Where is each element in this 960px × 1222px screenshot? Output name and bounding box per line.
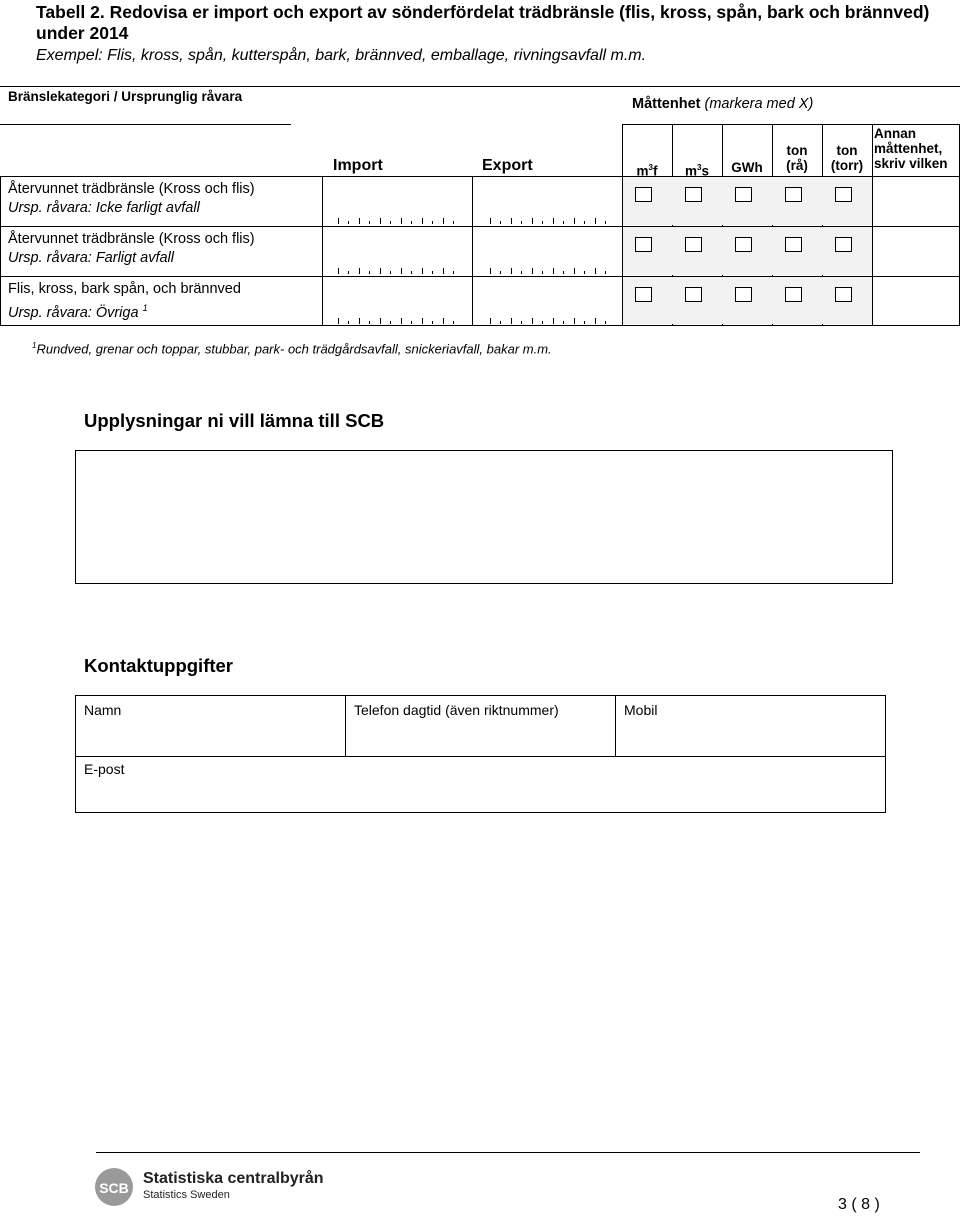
- page-number: 3 ( 8 ): [838, 1196, 880, 1213]
- digit-tick: [422, 318, 423, 324]
- checkbox-row1-gwh[interactable]: [735, 187, 752, 202]
- category-row-2: Återvunnet trädbränsle (Kross och flis) Ursp. råvara: Farligt avfall: [8, 231, 255, 266]
- name-label: Namn: [84, 702, 122, 718]
- other-unit-field-row-1[interactable]: [873, 177, 959, 225]
- digit-tick: [584, 271, 585, 274]
- digit-tick: [432, 221, 433, 224]
- email-label: E-post: [84, 761, 125, 777]
- export-field-row-1[interactable]: [490, 218, 605, 224]
- digit-tick: [584, 221, 585, 224]
- digit-tick: [542, 271, 543, 274]
- digit-tick: [390, 321, 391, 324]
- digit-tick: [574, 318, 575, 324]
- digit-tick: [390, 221, 391, 224]
- digit-tick: [401, 218, 402, 224]
- export-field-row-2[interactable]: [490, 268, 605, 274]
- checkbox-row1-m3s[interactable]: [685, 187, 702, 202]
- digit-tick: [490, 268, 491, 274]
- import-header: Import: [333, 157, 383, 174]
- export-header: Export: [482, 157, 533, 174]
- checkbox-row1-ton-dry[interactable]: [835, 187, 852, 202]
- digit-tick: [563, 271, 564, 274]
- digit-tick: [338, 218, 339, 224]
- checkbox-row3-gwh[interactable]: [735, 287, 752, 302]
- checkbox-row3-ton-dry[interactable]: [835, 287, 852, 302]
- digit-tick: [432, 271, 433, 274]
- digit-tick: [411, 271, 412, 274]
- scb-logo-icon: [94, 1157, 134, 1217]
- digit-tick: [443, 318, 444, 324]
- digit-tick: [553, 218, 554, 224]
- info-textarea[interactable]: [75, 450, 893, 584]
- svg-text:SCB: SCB: [99, 1180, 129, 1196]
- contact-section-title: Kontaktuppgifter: [84, 655, 234, 676]
- digit-tick: [595, 318, 596, 324]
- digit-tick: [542, 221, 543, 224]
- export-field-row-3[interactable]: [490, 318, 605, 324]
- category-row-3: Flis, kross, bark spån, och brännved Ursp. råvara: Övriga $^1$: [8, 281, 241, 321]
- digit-tick: [453, 221, 454, 224]
- category-header: Bränslekategori / Ursprunglig råvara: [8, 89, 243, 104]
- footer-divider: [96, 1152, 920, 1153]
- digit-tick: [411, 221, 412, 224]
- digit-tick: [369, 271, 370, 274]
- digit-tick: [605, 221, 606, 224]
- checkbox-row2-ton-dry[interactable]: [835, 237, 852, 252]
- mobile-label: Mobil: [624, 702, 658, 718]
- digit-tick: [500, 221, 501, 224]
- digit-tick: [584, 321, 585, 324]
- digit-tick: [348, 271, 349, 274]
- digit-tick: [453, 321, 454, 324]
- digit-tick: [553, 318, 554, 324]
- digit-tick: [369, 321, 370, 324]
- digit-tick: [490, 318, 491, 324]
- digit-tick: [380, 268, 381, 274]
- digit-tick: [500, 321, 501, 324]
- unit-other-header: Annan måttenhet, skriv vilken: [874, 126, 948, 171]
- digit-tick: [532, 268, 533, 274]
- digit-tick: [605, 271, 606, 274]
- footnote: $^1$Rundved, grenar och toppar, stubbar, park- och trädgårdsavfall, snickeriavfall, bakar m.m.: [32, 341, 552, 357]
- digit-tick: [401, 318, 402, 324]
- digit-tick: [453, 271, 454, 274]
- category-row-1: Återvunnet trädbränsle (Kross och flis) Ursp. råvara: Icke farligt avfall: [8, 181, 255, 216]
- import-field-row-1[interactable]: [338, 218, 453, 224]
- digit-tick: [338, 268, 339, 274]
- checkbox-row1-m3f[interactable]: [635, 187, 652, 202]
- import-field-row-2[interactable]: [338, 268, 453, 274]
- digit-tick: [338, 318, 339, 324]
- checkbox-row3-ton-raw[interactable]: [785, 287, 802, 302]
- digit-tick: [490, 218, 491, 224]
- checkbox-row2-ton-raw[interactable]: [785, 237, 802, 252]
- digit-tick: [380, 218, 381, 224]
- table-subtitle: Exempel: Flis, kross, spån, kutterspån, bark, brännved, emballage, rivningsavfall m.m.: [36, 47, 647, 64]
- digit-tick: [553, 268, 554, 274]
- digit-tick: [542, 321, 543, 324]
- digit-tick: [563, 321, 564, 324]
- digit-tick: [521, 321, 522, 324]
- unit-gwh-header: GWh: [731, 160, 763, 175]
- email-field[interactable]: [75, 756, 886, 813]
- digit-tick: [369, 221, 370, 224]
- other-unit-field-row-3[interactable]: [873, 277, 959, 324]
- digit-tick: [605, 321, 606, 324]
- digit-tick: [443, 268, 444, 274]
- digit-tick: [595, 218, 596, 224]
- digit-tick: [411, 321, 412, 324]
- info-section-title: Upplysningar ni vill lämna till SCB: [84, 410, 385, 431]
- digit-tick: [521, 221, 522, 224]
- table-title: Tabell 2. Redovisa er import och export av sönderfördelat trädbränsle (flis, kross, spån, bark och brännved) under 2014: [36, 2, 930, 43]
- digit-tick: [422, 218, 423, 224]
- digit-tick: [359, 318, 360, 324]
- import-field-row-3[interactable]: [338, 318, 453, 324]
- digit-tick: [390, 271, 391, 274]
- checkbox-row2-m3s[interactable]: [685, 237, 702, 252]
- digit-tick: [359, 218, 360, 224]
- unit-m3f-header: $m^3f$: [636, 163, 658, 179]
- digit-tick: [521, 271, 522, 274]
- digit-tick: [574, 218, 575, 224]
- unit-header: Måttenhet (markera med X): [632, 96, 814, 112]
- org-name-en: Statistics Sweden: [143, 1189, 230, 1201]
- digit-tick: [511, 218, 512, 224]
- digit-tick: [574, 268, 575, 274]
- digit-tick: [563, 221, 564, 224]
- checkbox-row2-m3f[interactable]: [635, 237, 652, 252]
- digit-tick: [532, 318, 533, 324]
- digit-tick: [401, 268, 402, 274]
- digit-tick: [511, 268, 512, 274]
- digit-tick: [500, 271, 501, 274]
- digit-tick: [443, 218, 444, 224]
- phone-label: Telefon dagtid (även riktnummer): [354, 702, 559, 718]
- checkbox-row3-m3f[interactable]: [635, 287, 652, 302]
- digit-tick: [359, 268, 360, 274]
- other-unit-field-row-2[interactable]: [873, 227, 959, 275]
- digit-tick: [348, 321, 349, 324]
- checkbox-row3-m3s[interactable]: [685, 287, 702, 302]
- org-name: Statistiska centralbyrån: [143, 1170, 324, 1187]
- checkbox-row2-gwh[interactable]: [735, 237, 752, 252]
- checkbox-row1-ton-raw[interactable]: [785, 187, 802, 202]
- digit-tick: [422, 268, 423, 274]
- unit-m3s-header: $m^3s$: [685, 163, 709, 179]
- digit-tick: [380, 318, 381, 324]
- unit-ton-raw-header: ton (rå): [786, 143, 808, 173]
- digit-tick: [511, 318, 512, 324]
- digit-tick: [595, 268, 596, 274]
- digit-tick: [348, 221, 349, 224]
- digit-tick: [432, 321, 433, 324]
- digit-tick: [532, 218, 533, 224]
- scb-logo: [94, 1157, 134, 1217]
- unit-ton-dry-header: ton (torr): [830, 143, 864, 173]
